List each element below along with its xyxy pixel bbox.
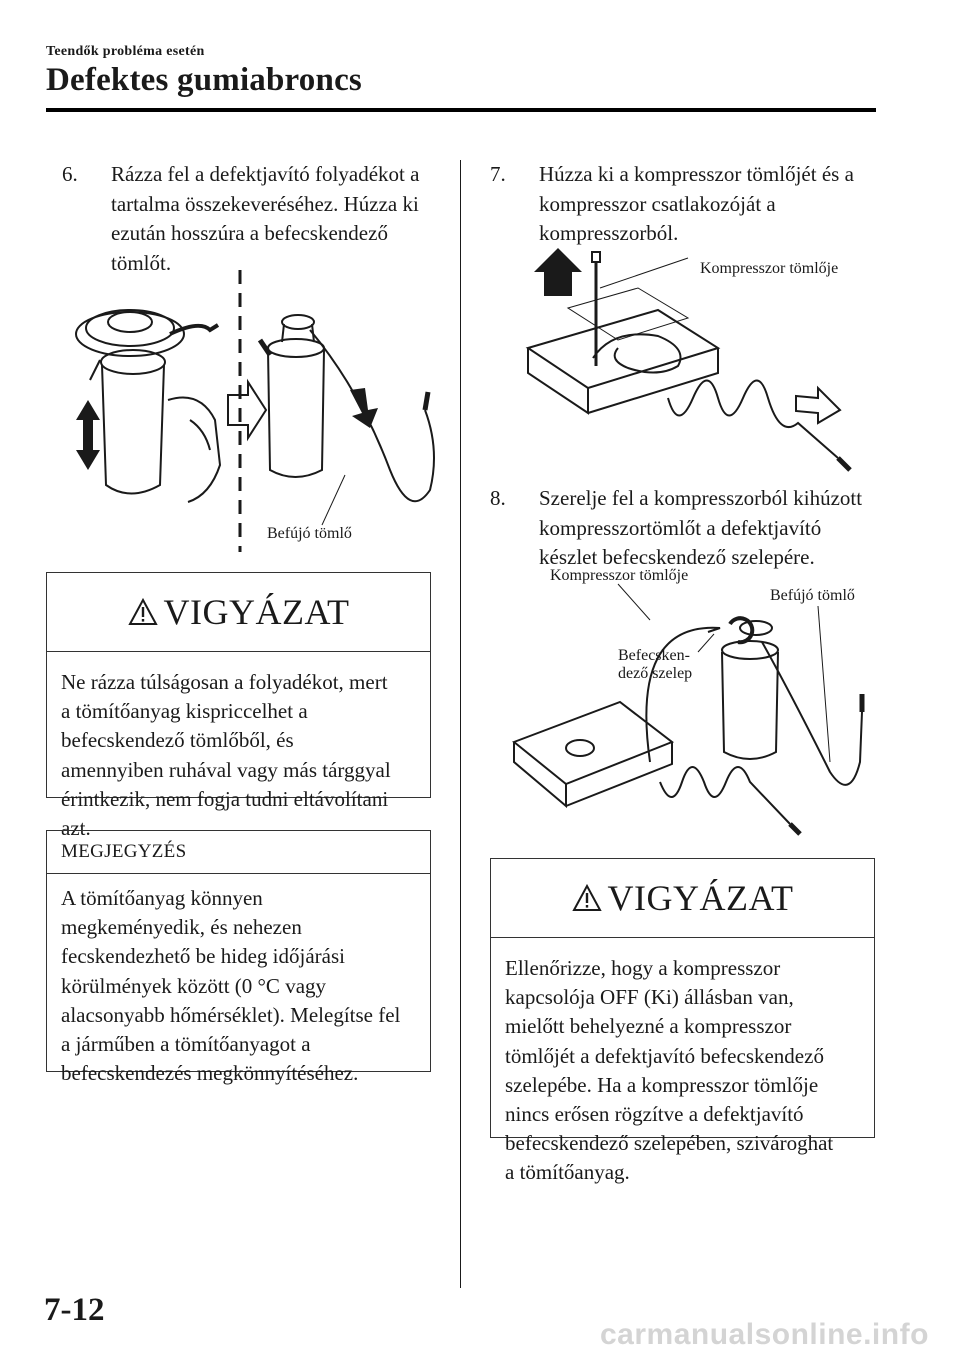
note-box [46,830,431,1086]
caution-line: amennyiben ruhával vagy más tárggyal [61,757,391,782]
caution-line: kapcsolója OFF (Ki) állásban van, [505,985,794,1010]
section-label: Teendők probléma esetén [46,44,205,59]
caution-line: befecskendező tömlőből, és [61,728,294,753]
step-text-line: ezután hosszúra a befecskendező [111,221,388,245]
label-inflation-hose: Befújó tömlő [267,525,352,542]
step-text-line: kompresszor csatlakozóját a [539,191,776,216]
caution-title: VIGYÁZAT [163,592,350,632]
warning-triangle-icon [128,598,158,626]
note-line: fecskendezhető be hideg időjárási [61,944,345,969]
note-line: alacsonyabb hőmérséklet). Melegítse fel [61,1002,401,1027]
step-7 [490,160,880,249]
caution-box [46,572,431,841]
caution-line: Ne rázza túlságosan a folyadékot, mert [61,670,388,694]
step-text-line: tartalma összekeveréséhez. Húzza ki [111,191,419,216]
caution-line: Ellenőrizze, hogy a kompresszor [505,956,781,980]
step-text-line: Húzza ki a kompresszor tömlőjét és a [539,162,854,186]
note-line: a járműben a tömítőanyagot a [61,1032,311,1057]
figure-compressor-hose [518,248,878,480]
caution-line: befecskendező szelepében, szivároghat [505,1131,834,1156]
note-line: befecskendezés megkönnyítéséhez. [61,1061,359,1086]
note-body [47,874,430,1088]
note-line: körülmények között (0 °C vagy [61,973,327,998]
caution-body [491,938,874,1188]
caution-title: VIGYÁZAT [607,878,794,918]
caution-header [491,859,874,938]
caution-line: mielőtt behelyezné a kompresszor [505,1014,792,1039]
step-text-line: készlet befecskendező szelepére. [539,545,815,569]
page-title: Defektes gumiabroncs [46,62,362,98]
caution-line: szelepébe. Ha a kompresszor tömlője [505,1072,819,1097]
label-compressor-hose: Kompresszor tömlője [700,260,839,277]
caution-line: tömlőjét a defektjavító befecskendező [505,1043,824,1068]
label-valve-line-1: Befecsken- [618,647,690,664]
label-valve-line-2: dező szelep [618,665,693,682]
note-line: megkeményedik, és nehezen [61,915,302,940]
step-text-line: Rázza fel a defektjavító folyadékot a [111,162,420,186]
watermark: carmanualsonline.info [600,1318,929,1351]
step-number: 6. [62,162,78,186]
caution-line: nincs erősen rögzítve a defektjavító [505,1102,804,1127]
caution-header [47,573,430,652]
figure-connect-valve [500,562,878,838]
figure-shake-bottle [60,270,450,555]
step-number: 8. [490,486,506,510]
step-6 [62,160,442,278]
pull-arrow-icon [796,388,840,423]
title-rule [46,108,876,112]
caution-line: a tömítőanyag kispriccelhet a [61,699,308,724]
pull-arrow-icon [350,388,378,428]
step-number: 7. [490,162,506,186]
page-number: 7-12 [44,1292,105,1328]
caution-line: azt. [61,816,91,841]
transition-arrow-icon [228,382,266,438]
warning-triangle-icon [572,884,602,912]
label-inflation-hose: Befújó tömlő [770,587,855,604]
step-text-line: tömlőt. [111,250,172,275]
step-text-line: kompresszorból. [539,221,679,245]
step-text-line: Szerelje fel a kompresszorból kihúzott [539,486,863,510]
caution-body [47,652,430,843]
note-line: A tömítőanyag könnyen [61,886,263,910]
column-divider [460,160,461,1288]
up-arrow-icon [534,248,582,296]
step-text-line: kompresszortömlőt a defektjavító [539,515,822,540]
label-compressor-hose: Kompresszor tömlője [550,567,689,584]
caution-box [490,858,875,1185]
note-title: MEGJEGYZÉS [47,831,430,874]
caution-line: érintkezik, nem fogja tudni eltávolítani [61,786,389,811]
step-8 [490,484,880,573]
caution-line: a tömítőanyag. [505,1160,630,1185]
bottle-outline [102,365,164,494]
shake-arrow-icon [76,400,100,470]
